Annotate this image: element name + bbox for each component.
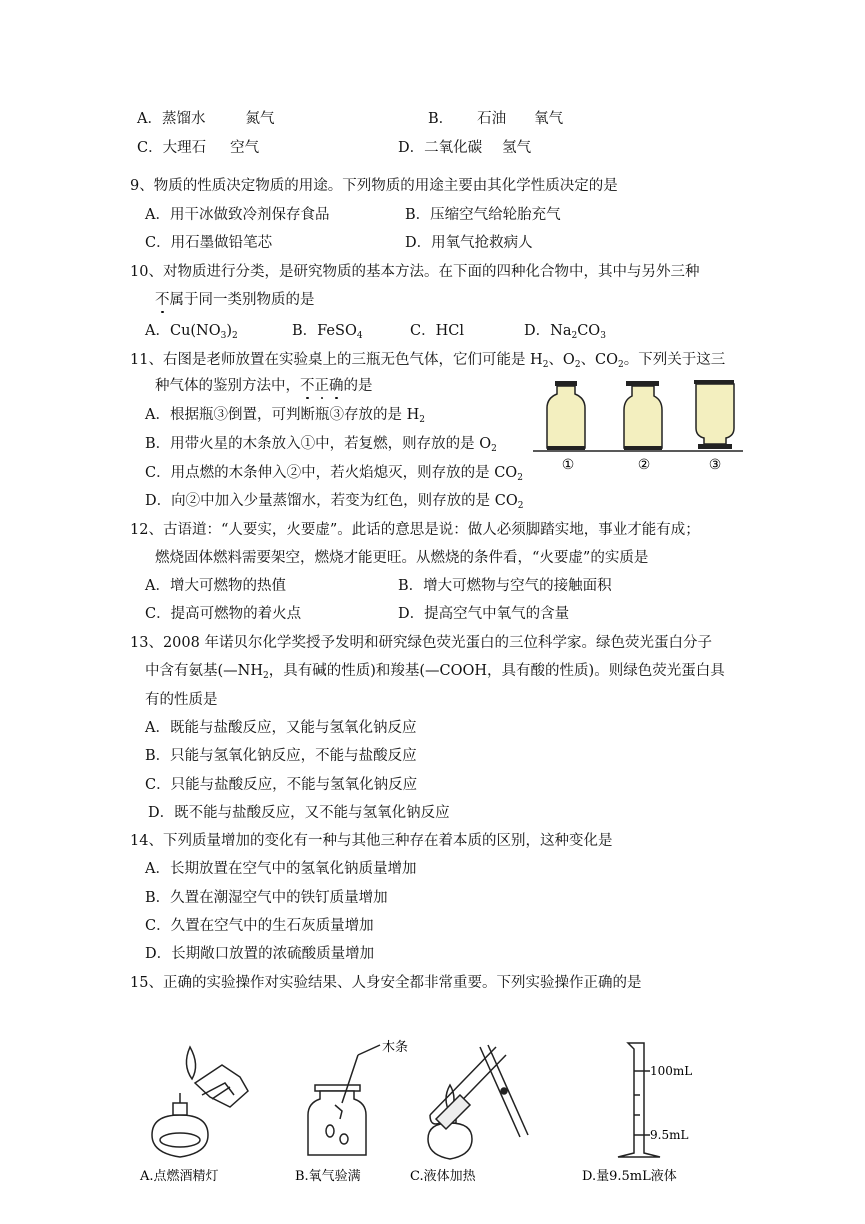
q12-option-a: A．增大可燃物的热值 [145,578,286,594]
caption-d: D.量9.5mL液体 [582,1169,677,1184]
q13-stem-line3: 有的性质是 [145,692,218,708]
q9-option-a: A．用干冰做致冷剂保存食品 [145,207,330,223]
mark-9-5ml: 9.5mL [650,1128,689,1142]
q15-stem: 15、正确的实验操作对实验结果、人身安全都非常重要。下列实验操作正确的是 [130,975,642,991]
q10-option-b: B．FeSO$_4$ [292,323,363,341]
q9-option-d: D．用氧气抢救病人 [405,235,533,251]
q12-stem-line2: 燃烧固体燃料需要架空，燃烧才能更旺。从燃烧的条件看，“火要虚”的实质是 [155,550,649,566]
q11-stem: 11、右图是老师放置在实验桌上的三瓶无色气体，它们可能是 $H_2$、$O_2$、$CO_2$。下列关于这三 [130,352,726,370]
q11-option-c: C．用点燃的木条伸入②中，若火焰熄灭，则存放的是 $CO_2$ [145,465,523,483]
mark-100ml: 100mL [650,1064,693,1078]
q13-option-c: C．只能与盐酸反应，不能与氢氧化钠反应 [145,777,418,793]
q14-option-c: C．久置在空气中的生石灰质量增加 [145,918,374,934]
figure-c-liquid-heating [428,1045,528,1159]
q14-stem: 14、下列质量增加的变化有一种与其他三种存在着本质的区别，这种变化是 [130,833,613,849]
bottle-1 [547,381,585,450]
q11-option-b: B．用带火星的木条放入①中，若复燃，则存放的是 $O_2$ [145,436,497,454]
q13-option-b: B．只能与氢氧化钠反应，不能与盐酸反应 [145,748,417,764]
q13-stem: 13、2008 年诺贝尔化学奖授予发明和研究绿色荧光蛋白的三位科学家。绿色荧光蛋白分子 [130,635,712,651]
bottle-3-inverted [694,380,734,449]
q10-stem-line2: 不属于同一类别物质的是 [155,292,315,308]
q8-option-a: A．蒸馏水 氮气 [137,111,275,127]
q15-lab-figures [130,1035,710,1195]
figure-b-oxygen-test [308,1045,380,1155]
q11-option-a: A．根据瓶③倒置，可判断瓶③存放的是 $H_2$ [145,407,425,425]
q12-option-d: D．提高空气中氧气的含量 [398,606,570,622]
q11-option-d: D．向②中加入少量蒸馏水，若变为红色，则存放的是 $CO_2$ [145,493,524,511]
q8-option-d: D．二氧化碳 氢气 [398,140,532,156]
bottle-label-1: ① [561,457,575,473]
q13-option-d: D．既不能与盐酸反应，又不能与氢氧化钠反应 [148,805,450,821]
q8-option-b: B． 石油 氧气 [428,111,564,127]
q10-stem: 10、对物质进行分类，是研究物质的基本方法。在下面的四种化合物中，其中与另外三种 [130,264,700,280]
bottle-2 [624,381,662,450]
q14-option-d: D．长期敞口放置的浓硫酸质量增加 [145,946,375,962]
q12-option-c: C．提高可燃物的着火点 [145,606,302,622]
q10-option-a: A．$Cu(NO_3)_2$ [145,323,238,341]
q14-option-b: B．久置在潮湿空气中的铁钉质量增加 [145,890,388,906]
q8-option-c: C．大理石 空气 [137,140,260,156]
caption-b: B.氧气验满 [295,1169,361,1184]
q13-stem-line2: 中含有氨基($—NH_2$，具有碱的性质)和羧基(—COOH，具有酸的性质)。则绿色荧光蛋白具 [145,663,725,681]
q9-option-c: C．用石墨做铅笔芯 [145,235,273,251]
stick-label: 木条 [382,1040,409,1055]
caption-c: C.液体加热 [410,1169,476,1184]
q12-option-b: B．增大可燃物与空气的接触面积 [398,578,612,594]
q9-stem: 9、物质的性质决定物质的用途。下列物质的用途主要由其化学性质决定的是 [130,178,618,194]
bottle-label-3: ③ [708,457,722,473]
emphasis-dot: 不 [155,292,170,308]
q10-option-d: D．$Na_2CO_3$ [524,323,606,341]
q9-option-b: B．压缩空气给轮胎充气 [405,207,561,223]
q14-option-a: A．长期放置在空气中的氢氧化钠质量增加 [145,861,417,877]
q12-stem: 12、古语道：“人要实，火要虚”。此话的意思是说：做人必须脚踏实地，事业才能有成； [130,522,700,538]
caption-a: A.点燃酒精灯 [140,1169,219,1184]
q13-option-a: A．既能与盐酸反应，又能与氢氧化钠反应 [145,720,417,736]
figure-a-alcohol-lamp [152,1047,248,1157]
q10-option-c: C．HCl [410,323,464,339]
bottle-label-2: ② [637,457,651,473]
q11-stem-line2: 种气体的鉴别方法中，不正确的是 [155,378,373,394]
gas-bottles-figure [528,376,748,476]
